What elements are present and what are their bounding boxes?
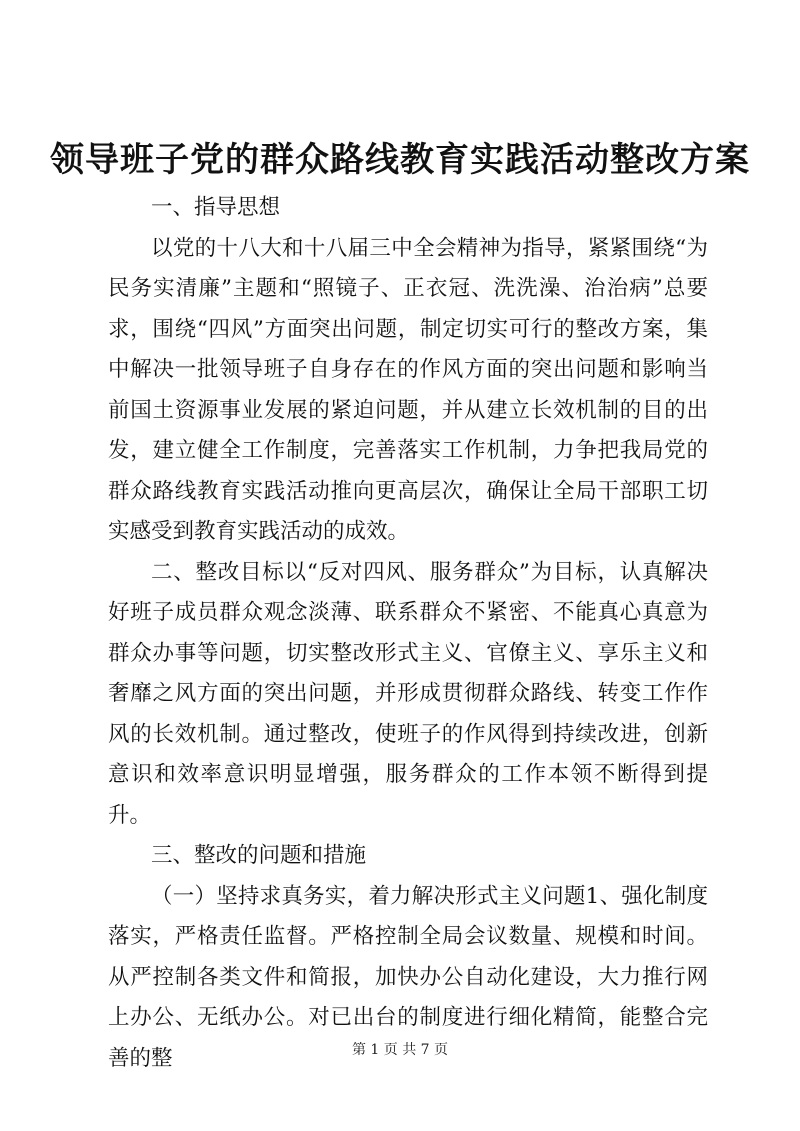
- section-heading-guiding-ideology: 一、指导思想: [151, 195, 281, 220]
- document-title: 领导班子党的群众路线教育实践活动整改方案: [50, 140, 750, 180]
- document-body: [108, 188, 708, 1079]
- page-number-footer: 第 1 页 共 7 页: [351, 1042, 449, 1058]
- paragraph-formalism-measures: （一）坚持求真务实，着力解决形式主义问题1、强化制度落实，严格责任监督。严格控制全局会议数量、规模和时间。从严控制各类文件和简报，加快办公自动化建设，大力推行网上办公、无纸办公。对已出台的制度进行细化精简，能整合完善的整: [108, 883, 708, 1071]
- paragraph-guiding-ideology: 以党的十八大和十八届三中全会精神为指导，紧紧围绕“为民务实清廉”主题和“照镜子、正衣冠、洗洗澡、治治病”总要求，围绕“四风”方面突出问题，制定切实可行的整改方案，集中解决一批领导班子自身存在的作风方面的突出问题和影响当前国土资源事业发展的紧迫问题，并从建立长效机制的目的出发，建立健全工作制度，完善落实工作机制，力争把我局党的群众路线教育实践活动推向更高层次，确保让全局干部职工切实感受到教育实践活动的成效。: [108, 235, 708, 544]
- paragraph-rectification-goals: 二、整改目标以“反对四风、服务群众”为目标，认真解决好班子成员群众观念淡薄、联系群众不紧密、不能真心真意为群众办事等问题，切实整改形式主义、官僚主义、享乐主义和奢靡之风方面的突出问题，并形成贯彻群众路线、转变工作作风的长效机制。通过整改，使班子的作风得到持续改进，创新意识和效率意识明显增强，服务群众的工作本领不断得到提升。: [108, 559, 708, 828]
- section-heading-problems-measures: 三、整改的问题和措施: [151, 843, 367, 868]
